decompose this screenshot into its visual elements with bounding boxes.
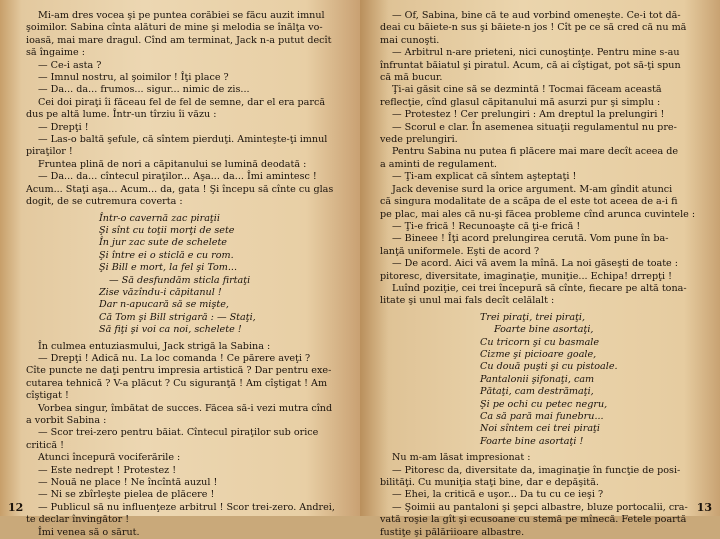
text-line: Cei doi piraţi îi făceau fel de fel de semne, dar el era parcă [38, 96, 326, 108]
poem-line: Şi pe ochi cu petec negru, [480, 398, 608, 410]
text-line: şoimilor. Sabina cînta alături de mine şi melodia se înălţa vo- [26, 22, 323, 34]
text-line: Mi-am dres vocea şi pe puntea corăbiei se făcu auzit imnul [38, 10, 325, 21]
right-text-bottom [380, 452, 698, 539]
text-line: a vorbit Sabina : [26, 415, 107, 426]
text-line: că mă bucur. [380, 72, 443, 84]
text-line: Cîte puncte ne daţi pentru impresia artistică ? Dar pentru exe- [26, 365, 332, 377]
poem-line: Noi sîntem cei trei piraţi [480, 423, 600, 435]
text-line: mai cunoşti. [380, 34, 440, 46]
text-line: Fruntea plină de nori a căpitanului se lumină deodată : [38, 158, 307, 170]
poem-line: Cu tricorn şi cu basmale [480, 336, 600, 348]
text-line: — Da... da... cîntecul piraţilor... Aşa... da... Îmi amintesc ! [38, 171, 317, 183]
text-line: Atunci începură vociferările : [38, 452, 181, 464]
text-line: — Arbitrul n-are prieteni, nici cunoştinţe. Pentru mine s-au [392, 47, 680, 59]
text-line: — Şoimii au pantaloni şi şepci albastre, bluze portocalii, cra- [392, 501, 688, 513]
text-line: Nu m-am lăsat impresionat : [392, 452, 531, 464]
text-line: — Drepţi ! [38, 121, 89, 133]
right-text-top [380, 10, 698, 308]
poem-line: Şi între ei o sticlă e cu rom. [99, 249, 234, 261]
text-line: — Publicul să nu influenţeze arbitrul ! Scor trei-zero. Andrei, [38, 501, 335, 513]
text-line: dus pe altă lume. Într-un tîrziu îi văzu : [26, 109, 217, 121]
text-line: Acum... Staţi aşa... Acum... da, gata ! Şi începu să cînte cu glas [26, 183, 334, 195]
text-line: — Este nedrept ! Protestez ! [38, 464, 177, 476]
text-line: a aminti de regulament. [380, 158, 497, 170]
poem-line: — Să desfundăm sticla firtaţi [109, 274, 251, 286]
poem-line: Trei piraţi, trei piraţi, [480, 311, 586, 323]
poem-line: Dar n-apucară să se mişte, [99, 299, 229, 311]
poem-line: Foarte bine asortaţi ! [480, 435, 584, 447]
text-line: fustiţe şi pălăriioare albastre. [380, 526, 525, 538]
left-page [0, 0, 360, 538]
text-line: piraţilor ! [26, 146, 73, 158]
text-line: Ţi-ai găsit cine să se dezmintă ! Tocmai făceam această [392, 84, 662, 96]
text-line: să îngaime : [26, 47, 85, 59]
text-line: — Pitoresc da, diversitate da, imaginaţie în funcţie de posi- [392, 464, 681, 476]
poem-line: Şi Bill e mort, la fel şi Tom... [99, 262, 238, 274]
poem-line: Foarte bine asortaţi, [494, 324, 594, 336]
text-line: litate şi unul mai fals decît celălalt : [380, 295, 555, 307]
poem-line: Zise văzîndu-i căpitanul ! [99, 286, 222, 298]
left-poem [26, 213, 346, 337]
text-line: cutarea tehnică ? V-a plăcut ? Cu siguranţă ! Am cîştigat ! Am [26, 377, 328, 389]
text-line: Vorbea singur, îmbătat de succes. Făcea să-i vezi mutra cînd [38, 402, 333, 414]
poem-line: Cu două puşti şi cu pistoale. [480, 361, 618, 373]
right-poem [380, 312, 698, 448]
text-line: — Drepţi ! Adică nu. La loc comanda ! Ce părere aveţi ? [38, 352, 311, 364]
text-line: înfruntat băiatul şi piratul. Acum, că ai cîştigat, pot să-ţi spun [380, 59, 681, 71]
text-line: pe plac, mai ales că nu-şi făcea probleme cînd arunca cuvintele : [380, 208, 696, 220]
text-line: — Da... da... frumos... sigur... nimic de zis... [38, 84, 250, 96]
text-line: cîştigat ! [26, 390, 69, 402]
text-line: că singura modalitate de a scăpa de el este tot aceea de a-i fi [380, 196, 678, 208]
right-page [360, 0, 720, 538]
text-line: — Of, Sabina, bine că te aud vorbind omeneşte. Ce-i tot dă- [392, 10, 681, 21]
text-line: pitoresc, diversitate, imaginaţie, muniţie... Echipa! drrepţi ! [380, 270, 672, 282]
text-line: Jack devenise surd la orice argument. M-am gîndit atunci [392, 183, 673, 195]
text-line: Îmi venea să o sărut. [38, 526, 140, 538]
text-line: — Imnul nostru, al şoimilor ! Îţi place ? [38, 72, 229, 84]
poem-line: Pantalonii şifonaţi, cam [480, 373, 595, 385]
text-line: — De acord. Aici vă avem la mînă. La noi găseşti de toate : [392, 258, 679, 270]
text-line: — Scorul e clar. În asemenea situaţii regulamentul nu pre- [392, 121, 677, 133]
left-page-number: 12 [8, 501, 24, 514]
poem-line: Într-o cavernă zac piraţii [99, 212, 220, 224]
poem-line: Cizme şi picioare goale, [480, 348, 597, 360]
text-line: — Nouă ne place ! Ne încîntă auzul ! [38, 477, 218, 489]
text-line: — Ţi-am explicat că sîntem aşteptaţi ! [392, 171, 577, 183]
text-line: — Ţi-e frică ! Recunoaşte că ţi-e frică ! [392, 220, 581, 232]
text-line: vată roşie la gît şi ecusoane cu stemă pe mînecă. Fetele poartă [380, 514, 687, 526]
text-line: reflecţie, cînd glasul căpitanului mă asurzi pur şi simplu : [380, 96, 661, 108]
text-line: Luînd poziţie, cei trei începură să cînte, fiecare pe altă tona- [392, 282, 687, 294]
text-line: critică ! [26, 439, 64, 451]
text-line: Pentru Sabina nu putea fi plăcere mai mare decît aceea de [392, 146, 679, 158]
text-line: bilităţi. Cu muniţia staţi bine, dar e depăşită. [380, 477, 599, 489]
text-line: vede prelungiri. [380, 134, 458, 146]
text-line: — Las-o baltă şefule, că sîntem pierduţi. Aminteşte-ţi imnul [38, 134, 328, 146]
poem-line: În jur zac sute de schelete [99, 237, 227, 249]
text-line: ioasă, mai mare dragul. Cînd am terminat, Jack n-a putut decît [26, 34, 332, 46]
poem-line: Ca să pară mai funebru... [480, 411, 604, 422]
right-page-number: 13 [696, 501, 712, 514]
left-text-bottom [26, 341, 346, 539]
poem-line: Pătaţi, cam destrămaţi, [480, 386, 594, 398]
text-line: În culmea entuziasmului, Jack strigă la Sabina : [38, 340, 271, 352]
text-line: — Scor trei-zero pentru băiat. Cîntecul piraţilor sub orice [38, 427, 319, 439]
text-line: — Ce-i asta ? [38, 59, 102, 71]
left-text-top [26, 10, 346, 209]
poem-line: Să fiţi şi voi ca noi, schelete ! [99, 324, 242, 336]
poem-line: Şi sînt cu toţii morţi de sete [99, 224, 235, 236]
text-line: — Ehei, la critică e uşor... Da tu cu ce ieşi ? [392, 489, 604, 501]
text-line: deai cu băiete-n sus şi băiete-n jos ! Cît pe ce să cred că nu mă [380, 22, 687, 34]
poem-line: Că Tom şi Bill strigară : — Staţi, [99, 311, 256, 323]
text-line: — Bineee ! Îţi acord prelungirea cerută. Vom pune în ba- [392, 233, 669, 245]
text-line: te declar învingător ! [26, 514, 130, 526]
text-line: lanţă uniformele. Eşti de acord ? [380, 245, 540, 257]
text-line: — Protestez ! Cer prelungiri : Am dreptul la prelungiri ! [392, 109, 665, 121]
text-line: — Ni se zbîrleşte pielea de plăcere ! [38, 489, 215, 501]
text-line: dogit, de se cutremura coverta : [26, 196, 183, 208]
